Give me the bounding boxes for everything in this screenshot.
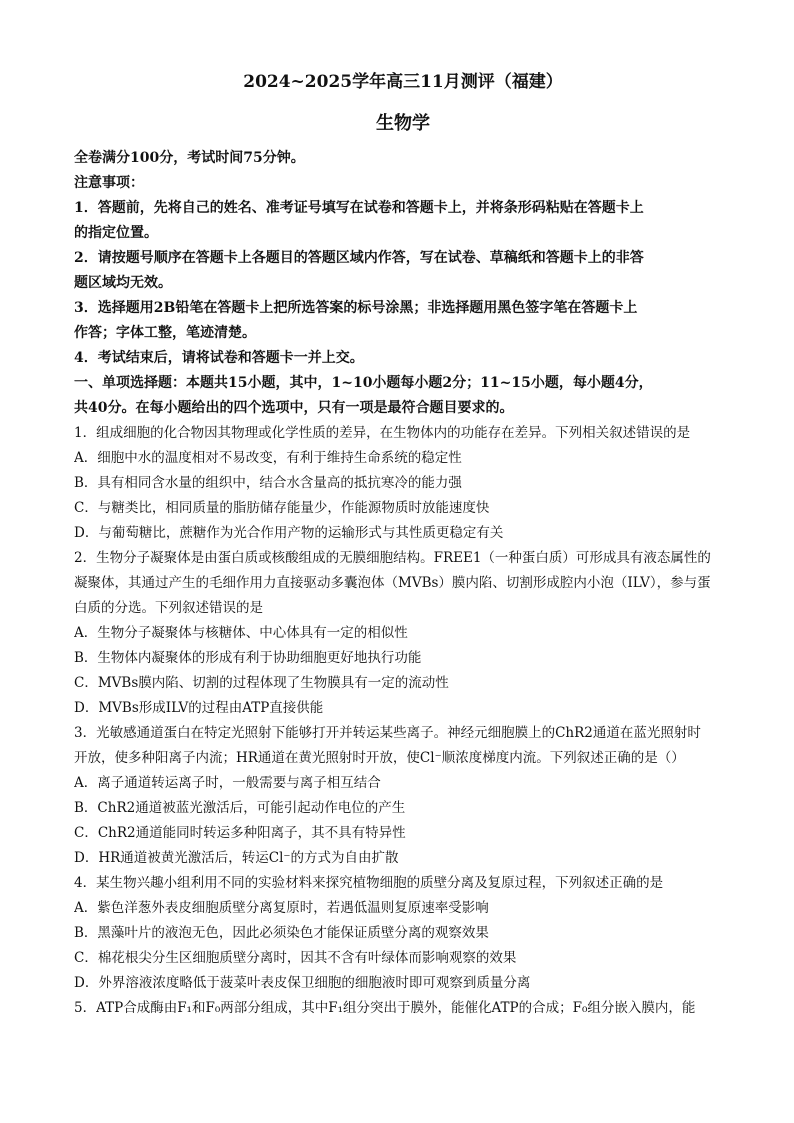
q1-option-a: A．细胞中水的温度相对不易改变，有利于维持生命系统的稳定性 xyxy=(74,450,462,466)
q2-option-a: A．生物分子凝聚体与核糖体、中心体具有一定的相似性 xyxy=(74,625,408,641)
q1-option-c: C．与糖类比，相同质量的脂肪储存能量少，作能源物质时放能速度快 xyxy=(74,500,490,516)
q1-option-b: B．具有相同含水量的组织中，结合水含量高的抵抗寒冷的能力强 xyxy=(74,475,462,491)
q2-option-d: D．MVBs形成ILV的过程由ATP直接供能 xyxy=(74,700,324,716)
q4-option-d: D．外界溶液浓度略低于菠菜叶表皮保卫细胞的细胞液时即可观察到质量分离 xyxy=(74,975,531,991)
note-4-line-1: 4．考试结束后，请将试卷和答题卡一并上交。 xyxy=(74,350,364,366)
notes-title: 注意事项： xyxy=(74,175,144,191)
score-time-line: 全卷满分100分，考试时间75分钟。 xyxy=(74,150,305,166)
q4-stem: 4．某生物兴趣小组利用不同的实验材料来探究植物细胞的质壁分离及复原过程，下列叙述正确的是 xyxy=(74,875,664,891)
q3-option-c: C．ChR2通道能同时转运多种阳离子，其不具有特异性 xyxy=(74,825,406,841)
q4-option-c: C．棉花根尖分生区细胞质壁分离时，因其不含有叶绿体而影响观察的效果 xyxy=(74,950,517,966)
q3-stem-line-1: 3．光敏感通道蛋白在特定光照射下能够打开并转运某些离子。神经元细胞膜上的ChR2通道在蓝光照射时 xyxy=(74,725,701,741)
note-1-line-1: 1．答题前，先将自己的姓名、准考证号填写在试卷和答题卡上，并将条形码粘贴在答题卡上 xyxy=(74,200,644,216)
q2-option-b: B．生物体内凝聚体的形成有利于协助细胞更好地执行功能 xyxy=(74,650,422,666)
q3-option-a: A．离子通道转运离子时，一般需要与离子相互结合 xyxy=(74,775,381,791)
q5-stem-line-1: 5．ATP合成酶由F₁和F₀两部分组成，其中F₁组分突出于膜外，能催化ATP的合成；F₀组分嵌入膜内，能 xyxy=(74,1000,696,1016)
exam-subject: 生物学 xyxy=(376,113,430,134)
q3-stem-line-2: 开放，使多种阳离子内流；HR通道在黄光照射时开放，使Cl⁻顺浓度梯度内流。下列叙述正确的是（） xyxy=(74,750,685,766)
note-1-line-2: 的指定位置。 xyxy=(74,225,158,241)
note-3-line-1: 3．选择题用2B铅笔在答题卡上把所选答案的标号涂黑；非选择题用黑色签字笔在答题卡上 xyxy=(74,300,638,316)
q2-stem-line-3: 白质的分选。下列叙述错误的是 xyxy=(74,600,263,616)
section1-heading-line-1: 一、单项选择题：本题共15小题，其中，1~10小题每小题2分；11~15小题，每小题4分， xyxy=(74,375,653,391)
note-3-line-2: 作答；字体工整，笔迹清楚。 xyxy=(74,325,256,341)
q4-option-a: A．紫色洋葱外表皮细胞质壁分离复原时，若遇低温则复原速率受影响 xyxy=(74,900,489,916)
q3-option-b: B．ChR2通道被蓝光激活后，可能引起动作电位的产生 xyxy=(74,800,406,816)
q2-option-c: C．MVBs膜内陷、切割的过程体现了生物膜具有一定的流动性 xyxy=(74,675,449,691)
q1-stem: 1．组成细胞的化合物因其物理或化学性质的差异，在生物体内的功能存在差异。下列相关叙述错误的是 xyxy=(74,425,691,441)
q3-option-d: D．HR通道被黄光激活后，转运Cl⁻的方式为自由扩散 xyxy=(74,850,399,866)
note-2-line-2: 题区域均无效。 xyxy=(74,275,172,291)
note-2-line-1: 2．请按题号顺序在答题卡上各题目的答题区域内作答，写在试卷、草稿纸和答题卡上的非答 xyxy=(74,250,644,266)
exam-title: 2024~2025学年高三11月测评（福建） xyxy=(243,72,563,92)
q2-stem-line-1: 2．生物分子凝聚体是由蛋白质或核酸组成的无膜细胞结构。FREE1（一种蛋白质）可形成具有液态属性的 xyxy=(74,550,711,566)
q2-stem-line-2: 凝聚体，其通过产生的毛细作用力直接驱动多囊泡体（MVBs）膜内陷、切割形成腔内小泡（ILV），参与蛋 xyxy=(74,575,711,591)
section1-heading-line-2: 共40分。在每小题给出的四个选项中，只有一项是最符合题目要求的。 xyxy=(74,400,514,416)
q1-option-d: D．与葡萄糖比，蔗糖作为光合作用产物的运输形式与其性质更稳定有关 xyxy=(74,525,504,541)
q4-option-b: B．黑藻叶片的液泡无色，因此必须染色才能保证质壁分离的观察效果 xyxy=(74,925,489,941)
